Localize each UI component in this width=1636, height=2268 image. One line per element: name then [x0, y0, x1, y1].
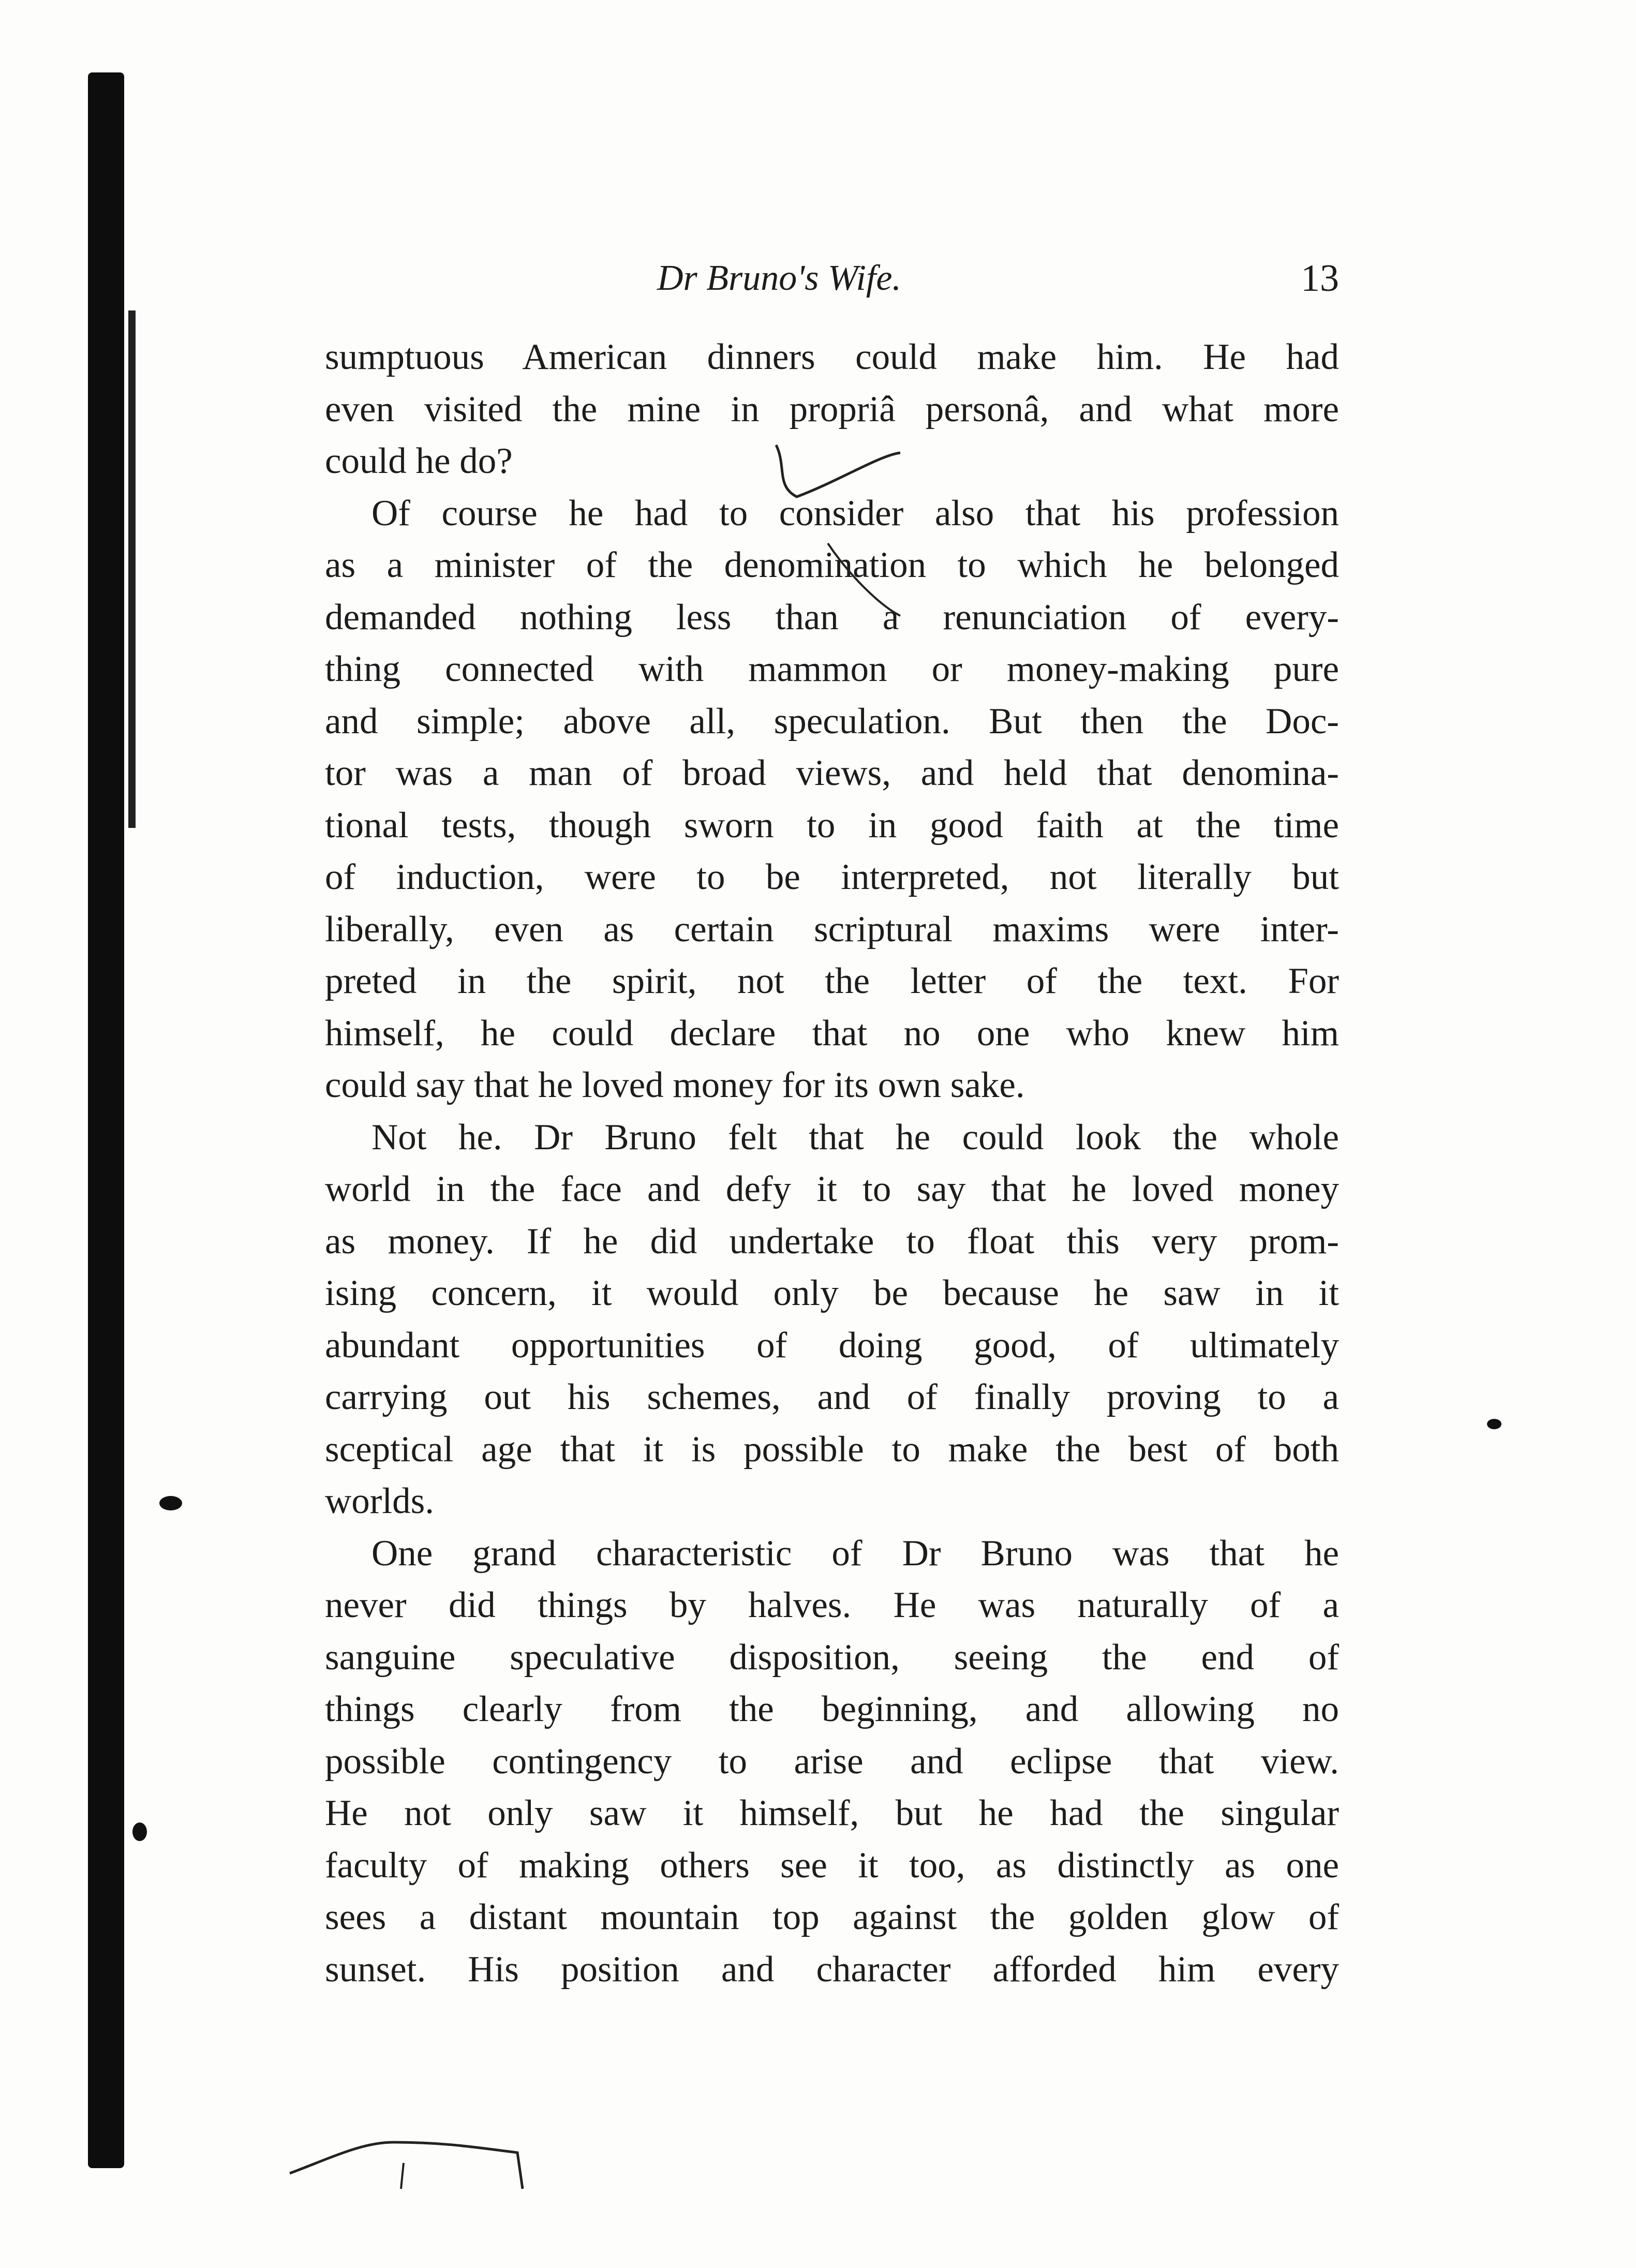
text-line: ising concern, it would only be because he saw in it: [325, 1273, 1339, 1313]
text-line: sumptuous American dinners could make him. He had: [325, 337, 1339, 377]
text-line: never did things by halves. He was naturally of a: [325, 1585, 1339, 1625]
text-line: world in the face and defy it to say that he loved money: [325, 1169, 1339, 1209]
text-line: sanguine speculative disposition, seeing the end of: [325, 1637, 1339, 1678]
text-line: liberally, even as certain scriptural maxims were inter-: [325, 909, 1339, 950]
text-line: He not only saw it himself, but he had the singular: [325, 1793, 1339, 1833]
text-line: tional tests, though sworn to in good faith at the time: [325, 805, 1339, 846]
text-line: One grand characteristic of Dr Bruno was that he: [371, 1533, 1339, 1574]
text-line: sceptical age that it is possible to make the best of both: [325, 1429, 1339, 1470]
pencil-stroke: [776, 445, 900, 497]
text-line: could say that he loved money for its own sake.: [325, 1065, 1025, 1105]
text-line: tor was a man of broad views, and held that denomina-: [325, 753, 1339, 793]
text-line: things clearly from the beginning, and allowing no: [325, 1689, 1339, 1729]
text-line: preted in the spirit, not the letter of the text. For: [325, 961, 1339, 1001]
text-line: sees a distant mountain top against the golden glow of: [325, 1897, 1339, 1937]
text-line: carrying out his schemes, and of finally proving to a: [325, 1377, 1339, 1417]
pencil-stroke: [828, 543, 900, 616]
ink-blot: [132, 1822, 147, 1841]
text-line: Of course he had to consider also that his profession: [371, 493, 1339, 533]
text-line: thing connected with mammon or money-making pure: [325, 649, 1339, 689]
running-title: Dr Bruno's Wife.: [657, 258, 901, 298]
text-line: even visited the mine in propriâ personâ, and what more: [325, 389, 1339, 429]
ink-blot: [1487, 1419, 1501, 1429]
text-line: possible contingency to arise and eclipse that view.: [325, 1741, 1339, 1782]
pencil-stroke: [290, 2142, 523, 2189]
text-line: and simple; above all, speculation. But then the Doc-: [325, 701, 1339, 742]
pencil-stroke: [401, 2163, 404, 2189]
text-line: himself, he could declare that no one who knew him: [325, 1013, 1339, 1054]
text-line: as a minister of the denomination to which he belonged: [325, 545, 1339, 585]
text-line: worlds.: [325, 1481, 435, 1521]
text-line: of induction, were to be interpreted, not literally but: [325, 857, 1339, 897]
text-line: Not he. Dr Bruno felt that he could look the whole: [371, 1117, 1339, 1158]
text-line: faculty of making others see it too, as distinctly as one: [325, 1845, 1339, 1886]
text-line: as money. If he did undertake to float this very prom-: [325, 1221, 1339, 1262]
text-line: abundant opportunities of doing good, of ultimately: [325, 1325, 1339, 1366]
page-number: 13: [1301, 257, 1339, 300]
text-line: sunset. His position and character afforded him every: [325, 1949, 1339, 1990]
text-line: demanded nothing less than a renunciation of every-: [325, 597, 1339, 638]
text-line: could he do?: [325, 441, 513, 481]
ink-blot: [159, 1496, 182, 1510]
